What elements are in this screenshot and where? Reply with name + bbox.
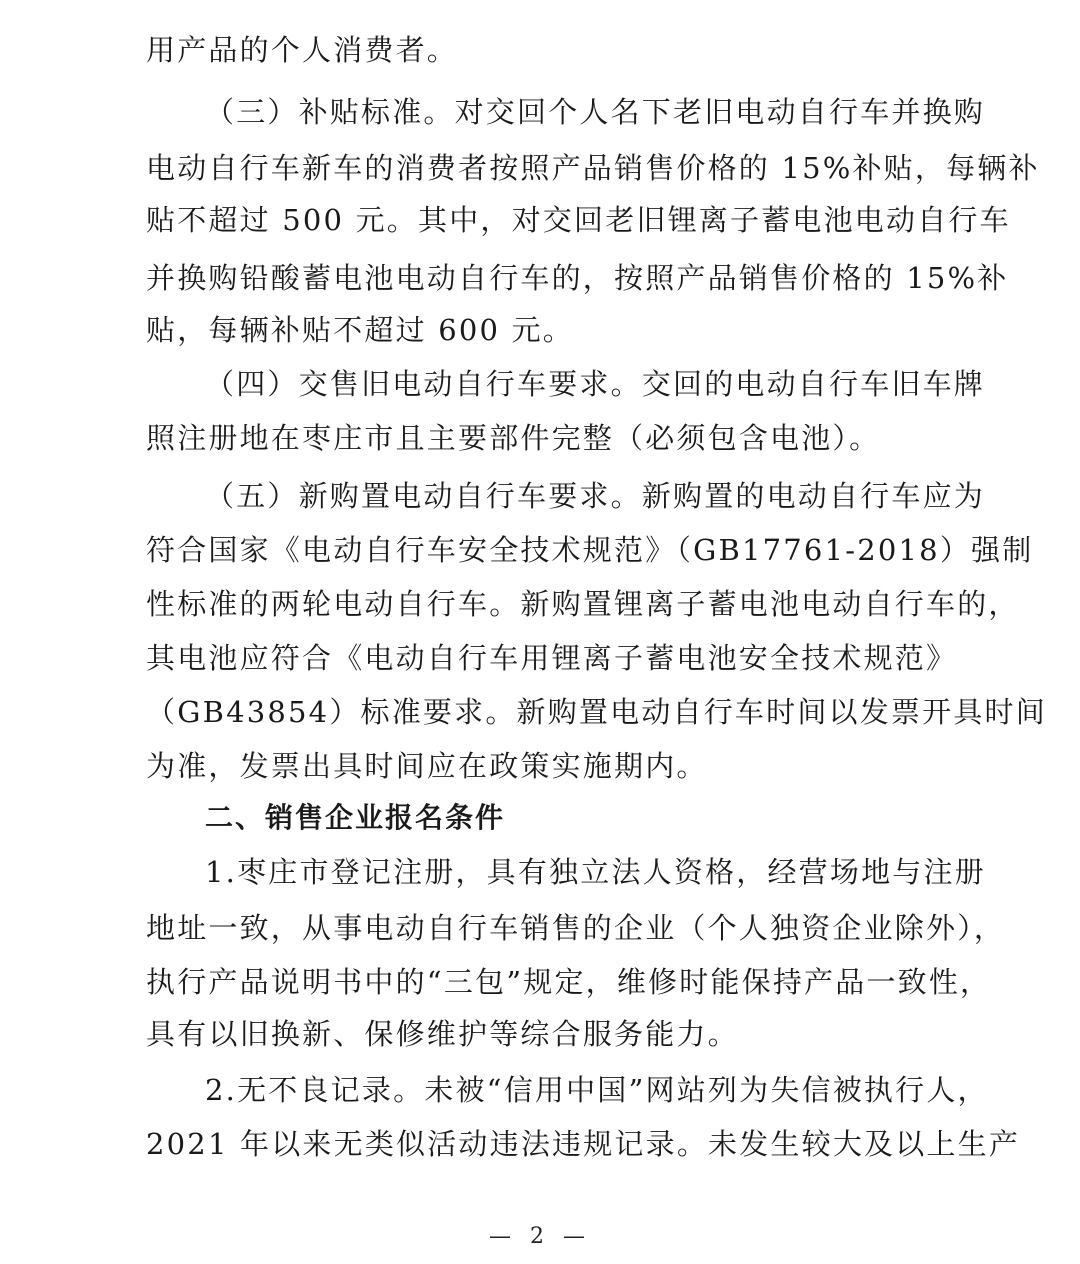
- text-line: 性标准的两轮电动自行车。新购置锂离子蓄电池电动自行车的，: [146, 587, 1020, 621]
- text-line: 2021 年以来无类似活动违法违规记录。未发生较大及以上生产: [146, 1127, 1021, 1161]
- section-heading: 二、销售企业报名条件: [205, 801, 506, 834]
- text-line: 照注册地在枣庄市且主要部件完整（必须包含电池）。: [146, 421, 881, 455]
- text-line: 执行产品说明书中的“三包”规定，维修时能保持产品一致性，: [146, 965, 992, 999]
- text-line: （四）交售旧电动自行车要求。交回的电动自行车旧车牌: [205, 367, 986, 401]
- text-line: 地址一致，从事电动自行车销售的企业（个人独资企业除外），: [146, 911, 1006, 945]
- text-line: 贴不超过 500 元。其中，对交回老旧锂离子蓄电池电动自行车: [146, 203, 1011, 237]
- text-line: 为准，发票出具时间应在政策实施期内。: [146, 749, 708, 783]
- text-line: 贴，每辆补贴不超过 600 元。: [146, 313, 574, 347]
- text-line: 其电池应符合《电动自行车用锂离子蓄电池安全技术规范》: [146, 641, 958, 675]
- page-number: — 2 —: [489, 1224, 591, 1249]
- text-line: 具有以旧换新、保修维护等综合服务能力。: [146, 1017, 739, 1051]
- text-line: 符合国家《电动自行车安全技术规范》（GB17761-2018）强制: [146, 533, 1034, 567]
- text-line: 并换购铅酸蓄电池电动自行车的，按照产品销售价格的 15%补: [146, 261, 1009, 295]
- text-line: 2.无不良记录。未被“信用中国”网站列为失信被执行人，: [205, 1073, 989, 1107]
- text-line: 1.枣庄市登记注册，具有独立法人资格，经营场地与注册: [205, 855, 986, 889]
- text-line: （GB43854）标准要求。新购置电动自行车时间以发票开具时间: [146, 695, 1047, 729]
- text-line: 电动自行车新车的消费者按照产品销售价格的 15%补贴，每辆补: [146, 151, 1040, 185]
- text-line: 用产品的个人消费者。: [146, 33, 459, 67]
- text-line: （五）新购置电动自行车要求。新购置的电动自行车应为: [205, 479, 986, 513]
- text-line: （三）补贴标准。对交回个人名下老旧电动自行车并换购: [205, 95, 986, 129]
